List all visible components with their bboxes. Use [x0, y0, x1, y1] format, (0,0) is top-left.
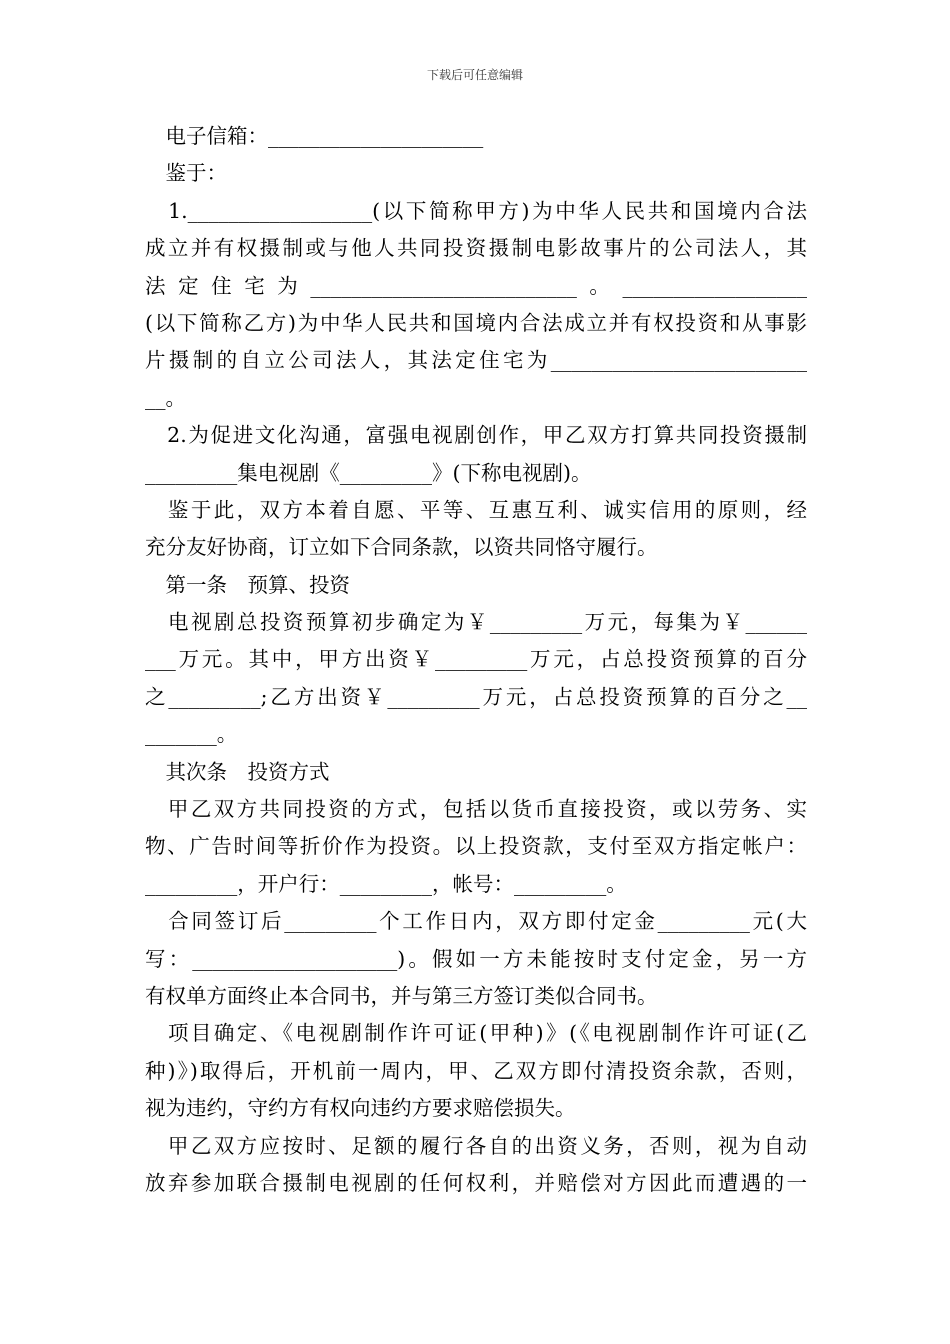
- text-line: 电子信箱：_____________________: [145, 124, 484, 148]
- page-header-note: 下载后可任意编辑: [426, 68, 523, 82]
- text-line: __。: [145, 385, 186, 410]
- text-line: 有权单方面终止本合同书，并与第三方签订类似合同书。: [145, 983, 658, 1008]
- text-line: 片摄制的自立公司法人，其法定住宅为_________________________: [145, 348, 807, 373]
- text-line: 电视剧总投资预算初步确定为￥_________万元，每集为￥______: [145, 610, 807, 635]
- text-line: _________集电视剧《_________》(下称电视剧)。: [145, 460, 592, 485]
- text-line: 写：____________________)。假如一方未能按时支付定金，另一方: [145, 946, 807, 971]
- text-line: _________，开户行：_________，帐号：_________。: [145, 871, 627, 896]
- text-line: 之_________;乙方出资￥_________万元，占总投资预算的百分之__: [145, 684, 807, 709]
- text-line: 鉴于：: [145, 161, 227, 186]
- section-heading: 其次条 投资方式: [145, 759, 330, 784]
- text-line: 项目确定、《电视剧制作许可证(甲种)》(《电视剧制作许可证(乙: [145, 1021, 807, 1046]
- text-line: (以下简称乙方)为中华人民共和国境内合法成立并有权投资和从事影: [145, 310, 807, 335]
- text-line: ___万元。其中，甲方出资￥_________万元，占总投资预算的百分: [145, 647, 807, 672]
- text-line: 放弃参加联合摄制电视剧的任何权利，并赔偿对方因此而遭遇的一: [145, 1170, 807, 1195]
- contract-body: [145, 118, 807, 1202]
- text-line: 种)》)取得后，开机前一周内，甲、乙双方即付清投资余款，否则，: [145, 1058, 807, 1083]
- text-line: 视为违约，守约方有权向违约方要求赔偿损失。: [145, 1096, 576, 1121]
- text-line: 合同签订后_________个工作日内，双方即付定金_________元(大: [145, 909, 807, 934]
- text-line: 成立并有权摄制或与他人共同投资摄制电影故事片的公司法人，其: [145, 236, 807, 261]
- text-line: 充分友好协商，订立如下合同条款，以资共同恪守履行。: [145, 535, 658, 560]
- text-line: 2.为促进文化沟通，富强电视剧创作，甲乙双方打算共同投资摄制: [145, 423, 807, 448]
- text-line: 鉴于此，双方本着自愿、平等、互惠互利、诚实信用的原则，经: [145, 497, 807, 522]
- text-line: 1.__________________(以下简称甲方)为中华人民共和国境内合法: [145, 198, 807, 223]
- text-line: 物、广告时间等折价作为投资。以上投资款，支付至双方指定帐户：: [145, 834, 807, 859]
- text-line: _______。: [145, 722, 238, 747]
- text-line: 甲乙双方共同投资的方式，包括以货币直接投资，或以劳务、实: [145, 797, 807, 822]
- text-line: 法定住宅为__________________________。__________________: [145, 273, 807, 298]
- text-line: 甲乙双方应按时、足额的履行各自的出资义务，否则，视为自动: [145, 1133, 807, 1158]
- section-heading: 第一条 预算、投资: [145, 572, 350, 597]
